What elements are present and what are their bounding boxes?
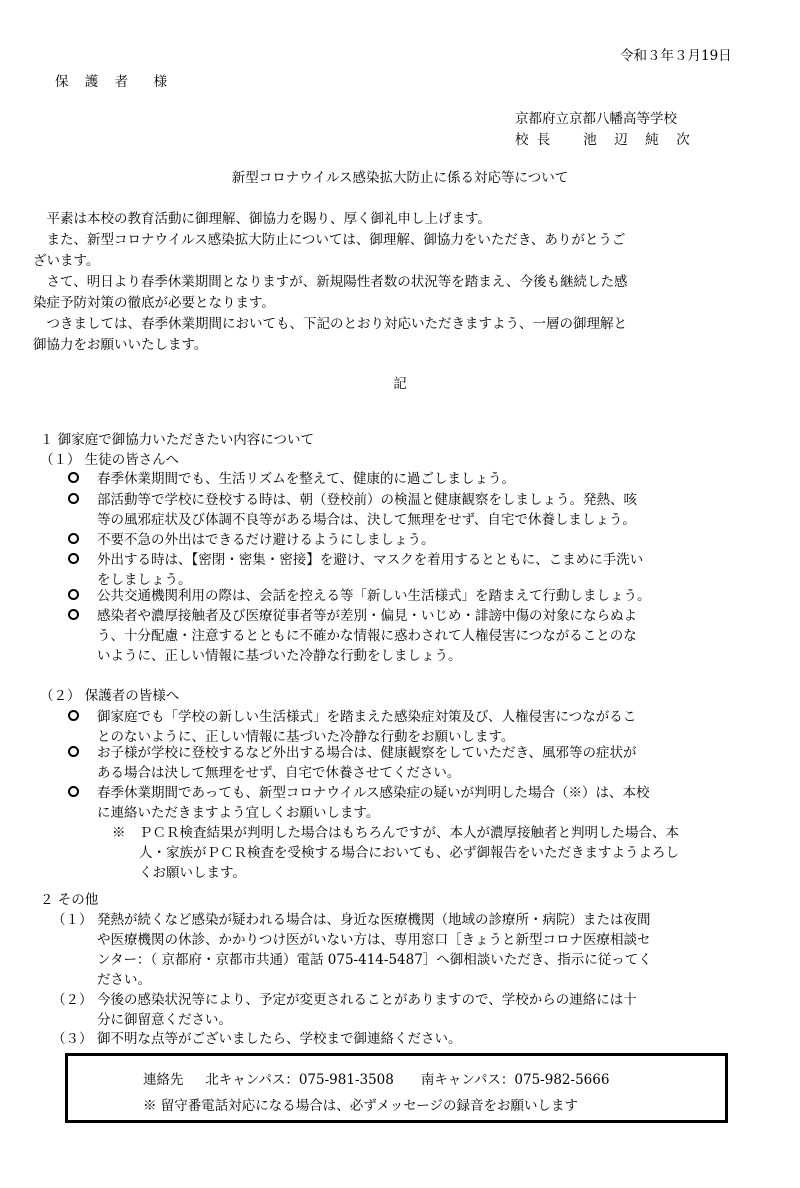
bullet-circle-icon bbox=[68, 746, 79, 757]
contact-box bbox=[65, 1053, 728, 1123]
intro-line: ざいます。 bbox=[33, 253, 100, 269]
note-line: 人・家族がＰＣＲ検査を受検する場合においても、必ず御報告をいただきますようよろし bbox=[139, 845, 679, 861]
document-date: 令和３年３月19日 bbox=[620, 48, 732, 64]
section2-item-number: （２） bbox=[52, 992, 93, 1008]
list-item: 発熱が続くなど感染が疑われる場合は、身近な医療機関（地域の診療所・病院）または夜間 bbox=[97, 912, 651, 928]
bullet-circle-icon bbox=[68, 609, 79, 620]
intro-line: また、新型コロナウイルス感染拡大防止については、御理解、御協力をいただき、ありがとうご bbox=[33, 232, 626, 248]
bullet-circle-icon bbox=[68, 472, 79, 483]
list-item: に連絡いただきますよう宜しくお願いします。 bbox=[97, 805, 380, 821]
list-item: 春季休業期間でも、生活リズムを整えて、健康的に過ごしましょう。 bbox=[97, 471, 515, 487]
recipient: 保 護 者 様 bbox=[55, 74, 174, 90]
intro-line: 御協力をお願いいたします。 bbox=[33, 337, 208, 353]
list-item: 分に御留意ください。 bbox=[97, 1012, 232, 1028]
bullet-circle-icon bbox=[68, 589, 79, 600]
bullet-circle-icon bbox=[68, 493, 79, 504]
list-item: 今後の感染状況等により、予定が変更されることがありますので、学校からの連絡には十 bbox=[97, 992, 637, 1008]
bullet-circle-icon bbox=[68, 533, 79, 544]
list-item: や医療機関の休診、かかりつけ医がいない方は、専用窓口［きょうと新型コロナ医療相談セ bbox=[97, 932, 651, 948]
list-item: ださい。 bbox=[97, 972, 151, 988]
intro-line: 平素は本校の教育活動に御理解、御協力を賜り、厚く御礼申し上げます。 bbox=[33, 211, 491, 227]
list-item: をしましょう。 bbox=[97, 572, 192, 588]
bullet-circle-icon bbox=[68, 710, 79, 721]
list-item: お子様が学校に登校するなど外出する場合は、健康観察をしていただき、風邪等の症状が bbox=[97, 745, 637, 761]
list-item: ンター：（ 京都府・京都市共通）電話 075-414-5487］へ御相談いただき、指示に従ってく bbox=[97, 952, 652, 968]
bullet-circle-icon bbox=[68, 553, 79, 564]
list-item: 不要不急の外出はできるだけ避けるようにしましょう。 bbox=[97, 532, 435, 548]
note-line: くお願いします。 bbox=[139, 865, 246, 881]
school-name: 京都府立京都八幡高等学校 bbox=[515, 111, 677, 127]
document-title: 新型コロナウイルス感染拡大防止に係る対応等について bbox=[231, 170, 569, 186]
list-item: 等の風邪症状及び体調不良等がある場合は、決して無理をせず、自宅で休養しましょう。 bbox=[97, 512, 636, 528]
list-item: 感染者や濃厚接触者及び医療従事者等が差別・偏見・いじめ・誹謗中傷の対象にならぬよ bbox=[97, 608, 637, 624]
intro-line: 染症予防対策の徹底が必要となります。 bbox=[33, 295, 275, 311]
list-item: う、十分配慮・注意するとともに不確かな情報に惑わされて人権侵害につながることのな bbox=[97, 628, 637, 644]
list-item: 春季休業期間であっても、新型コロナウイルス感染症の疑いが判明した場合（※）は、本校 bbox=[97, 785, 650, 801]
list-item: ある場合は決して無理をせず、自宅で休養させてください。 bbox=[97, 765, 461, 781]
list-item: 外出する時は、【密閉・密集・密接】を避け、マスクを着用するとともに、こまめに手洗い bbox=[97, 552, 644, 568]
intro-line: つきましては、春季休業期間においても、下記のとおり対応いただきますよう、一層の御理解と bbox=[33, 316, 627, 332]
note-line: ※ ＰＣＲ検査結果が判明した場合はもちろんですが、本人が濃厚接触者と判明した場合、本 bbox=[112, 825, 679, 841]
list-item: 公共交通機関利用の際は、会話を控える等「新しい生活様式」を踏まえて行動しましょう。 bbox=[97, 588, 651, 604]
ki-label: 記 bbox=[393, 376, 407, 392]
section2-item-number: （３） bbox=[52, 1031, 93, 1047]
list-item: 御家庭でも「学校の新しい生活様式」を踏まえた感染症対策及び、人権侵害につながるこ bbox=[97, 709, 637, 725]
list-item: いように、正しい情報に基づいた冷静な行動をしましょう。 bbox=[97, 648, 462, 664]
section2-item-number: （１） bbox=[52, 912, 93, 928]
bullet-circle-icon bbox=[68, 786, 79, 797]
contact-note: ※ 留守番電話対応になる場合は、必ずメッセージの録音をお願いします bbox=[143, 1098, 578, 1114]
section2-heading: ２ その他 bbox=[40, 892, 99, 908]
list-item: とのないように、正しい情報に基づいた冷静な行動をお願いします。 bbox=[97, 729, 515, 745]
contact-phone-numbers: 連絡先 北キャンパス：075-981-3508 南キャンパス：075-982-5666 bbox=[143, 1072, 610, 1088]
section1-sub1-heading: （１） 生徒の皆さんへ bbox=[40, 452, 180, 468]
list-item: 御不明な点等がございましたら、学校まで御連絡ください。 bbox=[97, 1031, 462, 1047]
section1-sub2-heading: （２） 保護者の皆様へ bbox=[40, 688, 180, 704]
list-item: 部活動等で学校に登校する時は、朝（登校前）の検温と健康観察をしましょう。発熱、咳 bbox=[97, 492, 637, 508]
intro-line: さて、明日より春季休業期間となりますが、新規陽性者数の状況等を踏まえ、今後も継続した感 bbox=[33, 274, 628, 290]
section1-heading: １ 御家庭で御協力いただきたい内容について bbox=[40, 432, 315, 448]
principal-name: 校 長 池 辺 純 次 bbox=[515, 132, 692, 148]
